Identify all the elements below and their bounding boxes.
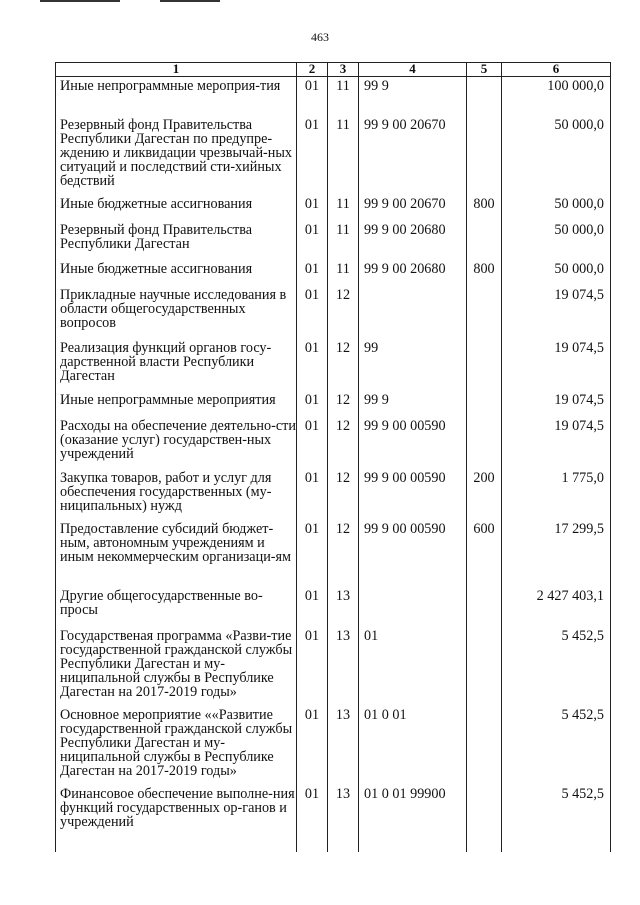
table-right-border [610, 62, 611, 852]
row-subsection: 11 [336, 196, 350, 212]
row-amount: 19 074,5 [554, 418, 604, 434]
row-name: Реализация функций органов госу-дарственной власти Республики Дагестан [60, 340, 272, 384]
column-header-1: 1 [172, 61, 180, 76]
row-target-code: 99 9 00 20680 [364, 222, 446, 238]
row-subsection: 11 [336, 261, 350, 277]
row-subsection: 12 [335, 340, 351, 356]
column-header-4: 4 [409, 61, 416, 76]
row-section: 01 [304, 261, 320, 277]
row-subsection: 12 [335, 287, 351, 303]
row-section: 01 [304, 340, 320, 356]
table-left-border [55, 62, 56, 852]
row-subsection: 12 [335, 418, 351, 434]
row-subsection: 12 [335, 392, 351, 408]
row-subsection: 12 [335, 470, 351, 486]
column-header-5: 5 [480, 61, 488, 76]
row-section: 01 [304, 588, 320, 604]
row-subsection: 12 [335, 521, 351, 537]
row-section: 01 [304, 786, 320, 802]
column-header-2: 2 [308, 61, 316, 76]
column-header-3: 3 [339, 61, 347, 76]
row-section: 01 [304, 470, 320, 486]
header-bottom-border [55, 76, 611, 77]
row-target-code: 99 9 00 20670 [364, 117, 446, 133]
row-amount: 50 000,0 [554, 222, 604, 238]
row-target-code: 01 0 01 [364, 707, 407, 723]
column-divider [296, 62, 297, 852]
row-section: 01 [304, 287, 320, 303]
row-target-code: 99 9 00 00590 [364, 470, 446, 486]
row-section: 01 [304, 628, 320, 644]
row-name: Резервный фонд Правительства Республики Дагестан по предупре-ждению и ликвидации чрезвычай-ных ситуаций и последствий сти-хийных бедствий [60, 117, 292, 189]
row-expense-type: 800 [473, 261, 495, 277]
row-name: Резервный фонд Правительства Республики Дагестан [60, 222, 253, 252]
row-expense-type: 200 [473, 470, 495, 486]
row-name: Прикладные научные исследования в области общегосударственных вопросов [60, 287, 287, 331]
row-target-code: 99 [364, 340, 379, 356]
row-section: 01 [304, 521, 320, 537]
row-subsection: 13 [335, 588, 351, 604]
row-target-code: 99 9 00 20680 [364, 261, 446, 277]
row-amount: 50 000,0 [554, 117, 604, 133]
row-section: 01 [304, 392, 320, 408]
top-edge-mark [40, 0, 120, 2]
page-number: 463 [311, 30, 329, 44]
top-edge-mark [160, 0, 220, 2]
row-name: Иные бюджетные ассигнования [60, 196, 253, 212]
row-amount: 5 452,5 [561, 707, 604, 723]
row-name: Иные непрограммные мероприя-тия [60, 78, 281, 94]
row-section: 01 [304, 196, 320, 212]
row-amount: 5 452,5 [561, 628, 604, 644]
column-divider [501, 62, 502, 852]
row-target-code: 01 [364, 628, 379, 644]
row-subsection: 13 [335, 707, 351, 723]
row-amount: 2 427 403,1 [536, 588, 604, 604]
row-name: Финансовое обеспечение выполне-ния функций государственных ор-ганов и учреждений [60, 786, 295, 830]
row-target-code: 99 9 00 20670 [364, 196, 446, 212]
row-amount: 50 000,0 [554, 261, 604, 277]
row-name: Основное мероприятие ««Развитие государственной гражданской службы Республики Дагестан и му-ниципальной службы в Республике Дагестан на 2017-2019 годы» [60, 707, 293, 779]
row-amount: 50 000,0 [554, 196, 604, 212]
row-section: 01 [304, 117, 320, 133]
row-name: Иные бюджетные ассигнования [60, 261, 253, 277]
row-expense-type: 800 [473, 196, 495, 212]
row-name: Закупка товаров, работ и услуг для обеспечения государственных (му-ниципальных) нужд [60, 470, 272, 514]
column-header-6: 6 [552, 61, 560, 76]
row-subsection: 11 [336, 117, 350, 133]
column-divider [358, 62, 359, 852]
row-amount: 17 299,5 [554, 521, 604, 537]
row-amount: 19 074,5 [554, 340, 604, 356]
row-target-code: 99 9 00 00590 [364, 418, 446, 434]
row-amount: 19 074,5 [554, 287, 604, 303]
row-subsection: 11 [336, 222, 350, 238]
row-amount: 100 000,0 [547, 78, 604, 94]
row-section: 01 [304, 222, 320, 238]
column-divider [466, 62, 467, 852]
row-target-code: 99 9 [364, 392, 389, 408]
row-name: Расходы на обеспечение деятельно-сти (оказание услуг) государствен-ных учреждений [60, 418, 296, 462]
row-name: Предоставление субсидий бюджет-ным, автономным учреждениям и иным некоммерческим организаци-ям [60, 521, 292, 565]
row-amount: 19 074,5 [554, 392, 604, 408]
row-expense-type: 600 [473, 521, 495, 537]
row-section: 01 [304, 418, 320, 434]
row-subsection: 11 [336, 78, 350, 94]
row-target-code: 01 0 01 99900 [364, 786, 446, 802]
row-subsection: 13 [335, 628, 351, 644]
row-amount: 5 452,5 [561, 786, 604, 802]
row-section: 01 [304, 78, 320, 94]
row-target-code: 99 9 00 00590 [364, 521, 446, 537]
row-section: 01 [304, 707, 320, 723]
row-name: Государственая программа «Разви-тие государственной гражданской службы Республики Дагестан и му-ниципальной службы в Республике Дагестан на 2017-2019 годы» [60, 628, 293, 700]
row-amount: 1 775,0 [561, 470, 604, 486]
row-target-code: 99 9 [364, 78, 389, 94]
row-name: Иные непрограммные мероприятия [60, 392, 276, 408]
column-divider [327, 62, 328, 852]
row-subsection: 13 [335, 786, 351, 802]
row-name: Другие общегосударственные во-просы [60, 588, 263, 618]
